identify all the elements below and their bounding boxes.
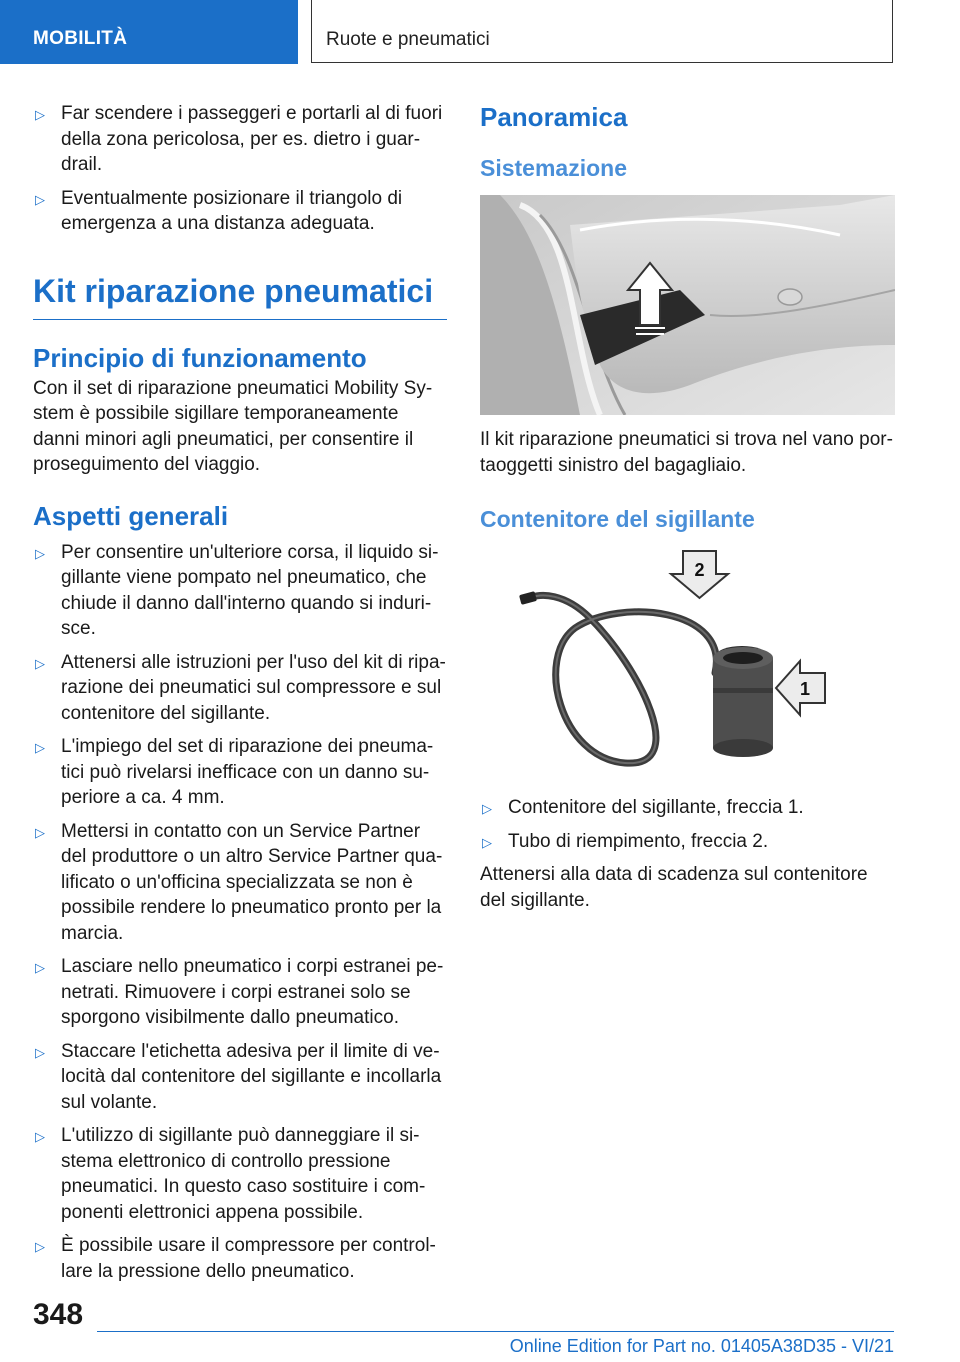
trunk-compartment-image <box>480 195 895 415</box>
list-item: ▷ Attenersi alle istruzioni per l'uso del kit di ripa-razione dei pneumatici sul compressore e sul contenitore del sigillante. <box>35 651 446 724</box>
list-item: ▷ Far scendere i passeggeri e portarli al di fuori della zona pericolosa, per es. dietro i guar-drail. <box>35 103 443 175</box>
container-heading: Contenitore del sigillante <box>480 506 755 532</box>
container-bullet-list <box>480 795 895 854</box>
list-item: ▷ Contenitore del sigillante, freccia 1. <box>480 795 895 821</box>
list-item: ▷ L'impiego del set di riparazione dei pneuma-tici può rivelarsi inefficace con un danno su-periore a ca. 4 mm. <box>35 736 434 808</box>
list-item: ▷ Per consentire un'ulteriore corsa, il liquido si-gillante viene pompato nel pneumatico, che chiude il danno dall'interno quando si induri-sce. <box>35 541 439 639</box>
triangle-bullet-icon: ▷ <box>482 834 492 850</box>
section-title: MOBILITÀ <box>33 28 128 49</box>
triangle-bullet-icon: ▷ <box>35 107 45 122</box>
list-item: ▷ Eventualmente posizionare il triangolo di emergenza a una distanza adeguata. <box>35 187 403 234</box>
right-column <box>480 101 895 913</box>
intro-bullet-list <box>33 101 447 237</box>
callout-1-label: 1 <box>799 679 811 699</box>
list-item: ▷ Mettersi in contatto con un Service Partner del produttore o un altro Service Partner qua-lificato o un'officina specializzata se non è possibile rendere lo pneumatico pronto per la marcia. <box>35 820 443 944</box>
location-heading: Sistemazione <box>480 155 627 181</box>
list-item: ▷ Staccare l'etichetta adesiva per il limite di ve-locità dal contenitore del sigillante e incollarla sul volante. <box>35 1040 442 1113</box>
triangle-bullet-icon: ▷ <box>35 1044 45 1060</box>
list-item: ▷ È possibile usare il compressore per control-lare la pressione dello pneumatico. <box>35 1235 436 1282</box>
chapter-title: Ruote e pneumatici <box>326 29 490 50</box>
chapter-header <box>311 0 893 63</box>
container-text: Attenersi alla data di scadenza sul contenitore del sigillante. <box>480 864 868 911</box>
sealant-container-image <box>480 548 895 783</box>
left-column <box>33 101 447 1292</box>
principle-text: Con il set di riparazione pneumatici Mobility Sy-stem è possibile sigillare temporaneamente danni minori agli pneumatici, per consentire il proseguimento del viaggio. <box>33 377 433 475</box>
list-item: ▷ L'utilizzo di sigillante può danneggiare il si-stema elettronico di controllo pressione pneumatici. In questo caso sostituire i com-ponenti elettronici appena possibile. <box>35 1125 426 1223</box>
triangle-bullet-icon: ▷ <box>35 740 45 755</box>
general-bullet-list <box>33 540 447 1285</box>
overview-heading: Panoramica <box>480 102 628 132</box>
list-item: ▷ Tubo di riempimento, freccia 2. <box>480 829 895 855</box>
triangle-bullet-icon: ▷ <box>35 1129 45 1144</box>
triangle-bullet-icon: ▷ <box>35 960 45 975</box>
triangle-bullet-icon: ▷ <box>35 824 45 840</box>
callout-2-label: 2 <box>694 560 705 580</box>
triangle-bullet-icon: ▷ <box>35 655 45 671</box>
list-item: ▷ Lasciare nello pneumatico i corpi estranei pe-netrati. Rimuovere i corpi estranei solo se sporgono visibilmente dallo pneumatico. <box>35 956 444 1028</box>
edition-note: Online Edition for Part no. 01405A38D35 - VI/21 <box>509 1336 894 1356</box>
section-tab <box>0 0 298 64</box>
kit-title: Kit riparazione pneumatici <box>33 271 447 320</box>
triangle-bullet-icon: ▷ <box>482 801 492 816</box>
location-text: Il kit riparazione pneumatici si trova nel vano por-taoggetti sinistro del bagagliaio. <box>480 429 893 476</box>
page-number: 348 <box>33 1298 84 1331</box>
general-heading: Aspetti generali <box>33 500 229 531</box>
triangle-bullet-icon: ▷ <box>35 191 45 207</box>
triangle-bullet-icon: ▷ <box>35 545 45 561</box>
principle-heading: Principio di funzionamento <box>33 342 367 373</box>
footer-divider <box>97 1331 894 1332</box>
triangle-bullet-icon: ▷ <box>35 1239 45 1254</box>
